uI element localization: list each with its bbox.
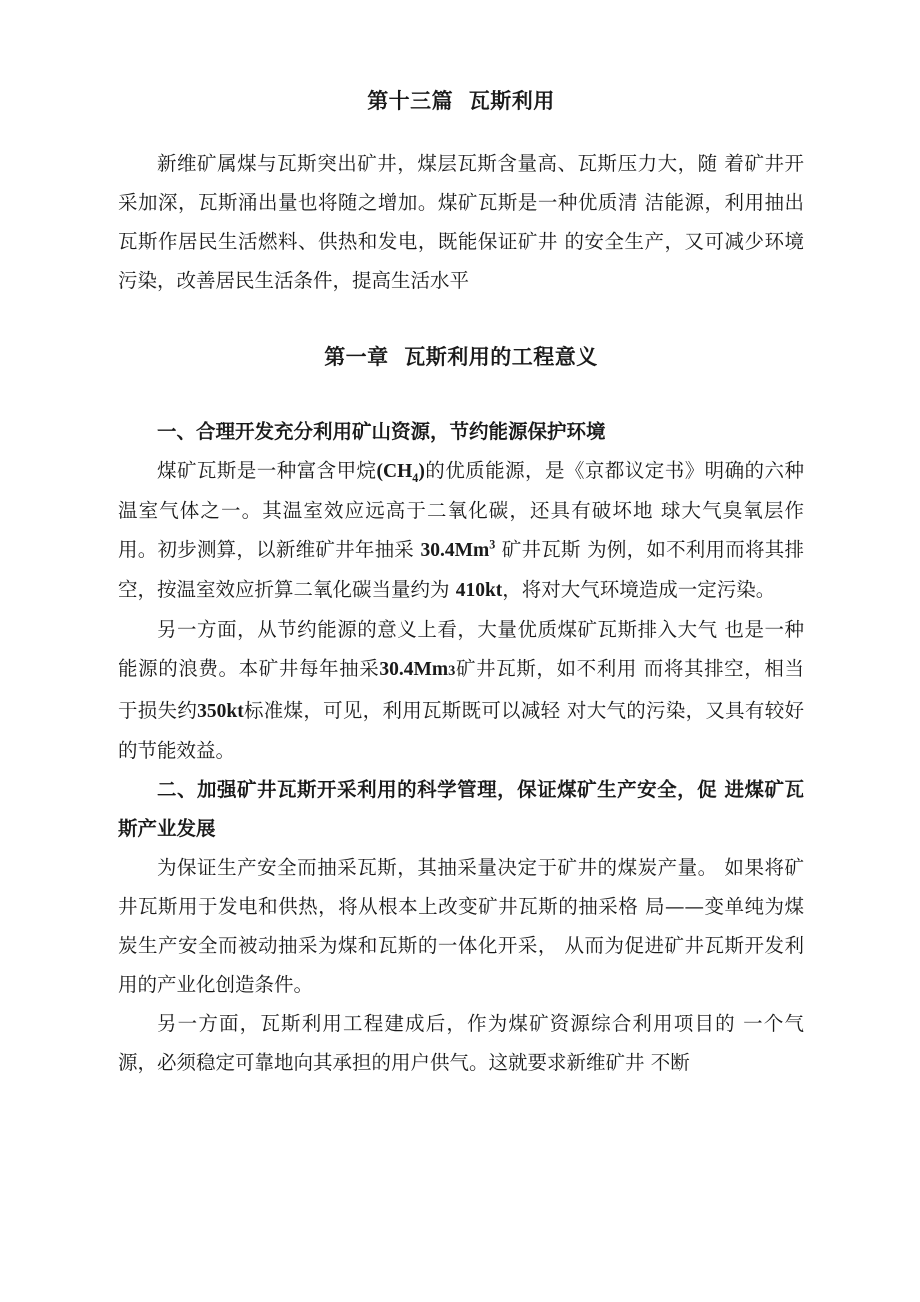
run-text: 矿井瓦斯，如不利用 而将其排空，相当于损失约 [118, 657, 804, 722]
run-superscript: 3 [489, 537, 496, 552]
run-latin-extraction-volume: 30.4Mm [420, 540, 490, 561]
paragraph-gas-source: 另一方面，瓦斯利用工程建成后，作为煤矿资源综合利用项目的 一个气源，必须稳定可靠地向其承担的用户供气。这就要求新维矿井 不断 [118, 1012, 804, 1074]
section-heading-two: 二、加强矿井瓦斯开采利用的科学管理，保证煤矿生产安全，促 进煤矿瓦斯产业发展 [118, 778, 804, 840]
run-text: 的优质能源，是《京都议定书》明确的六种温室气体之一。其温室效应远高于二氧化碳，还具有破坏地 球大气臭氧层作用。初步测算，以新维矿井年抽采 [118, 459, 804, 561]
intro-paragraph: 新维矿属煤与瓦斯突出矿井，煤层瓦斯含量高、瓦斯压力大，随 着矿井开采加深，瓦斯涌出量也将随之增加。煤矿瓦斯是一种优质清 洁能源，利用抽出瓦斯作居民生活燃料、供热和发电，既能保证矿井 的安全生产，又可减少环境污染，改善居民生活条件，提高生活水平 [118, 152, 804, 292]
section-heading-one: 一、合理开发充分利用矿山资源，节约能源保护环境 [157, 420, 606, 443]
run-text: ，将对大气环境造成一定污染。 [502, 578, 776, 601]
paragraph-methane-energy [118, 451, 804, 610]
document-title: 第十三篇 瓦斯利用 [367, 89, 555, 113]
run-latin: ) [418, 461, 425, 482]
run-small-digit: 3 [448, 663, 456, 679]
run-latin: (CH [376, 461, 413, 482]
run-text: 另一方面，从节约能源的意义上看，大量优质煤矿瓦斯排入大气 也是一种能源的浪费。本矿井每年抽采 [118, 618, 804, 680]
run-text: 标准煤，可见，利用瓦斯既可以减轻 对大气的污染，又具有较好的节能效益。 [118, 699, 804, 762]
run-text: 矿井瓦斯 为例，如不利用而将其排空，按温室效应折算二氧化碳当量约为 [118, 538, 804, 601]
run-subscript: 4 [412, 470, 419, 485]
chapter-title: 第一章 瓦斯利用的工程意义 [324, 345, 598, 369]
run-text: 煤矿瓦斯是一种富含甲烷 [157, 459, 377, 482]
paragraph-safety-management: 为保证生产安全而抽采瓦斯，其抽采量决定于矿井的煤炭产量。 如果将矿井瓦斯用于发电和供热，将从根本上改变矿井瓦斯的抽采格 局——变单纯为煤炭生产安全而被动抽采为煤和瓦斯的一体化开采， 从而为促进矿井瓦斯开发利用的产业化创造条件。 [118, 856, 804, 996]
paragraph-energy-saving [118, 610, 804, 770]
run-latin-extraction-volume: 30.4Mm [379, 659, 449, 680]
page-content [118, 86, 804, 1082]
run-latin-standard-coal: 350kt [197, 701, 244, 722]
run-latin-co2-equivalent: 410kt [455, 580, 503, 601]
